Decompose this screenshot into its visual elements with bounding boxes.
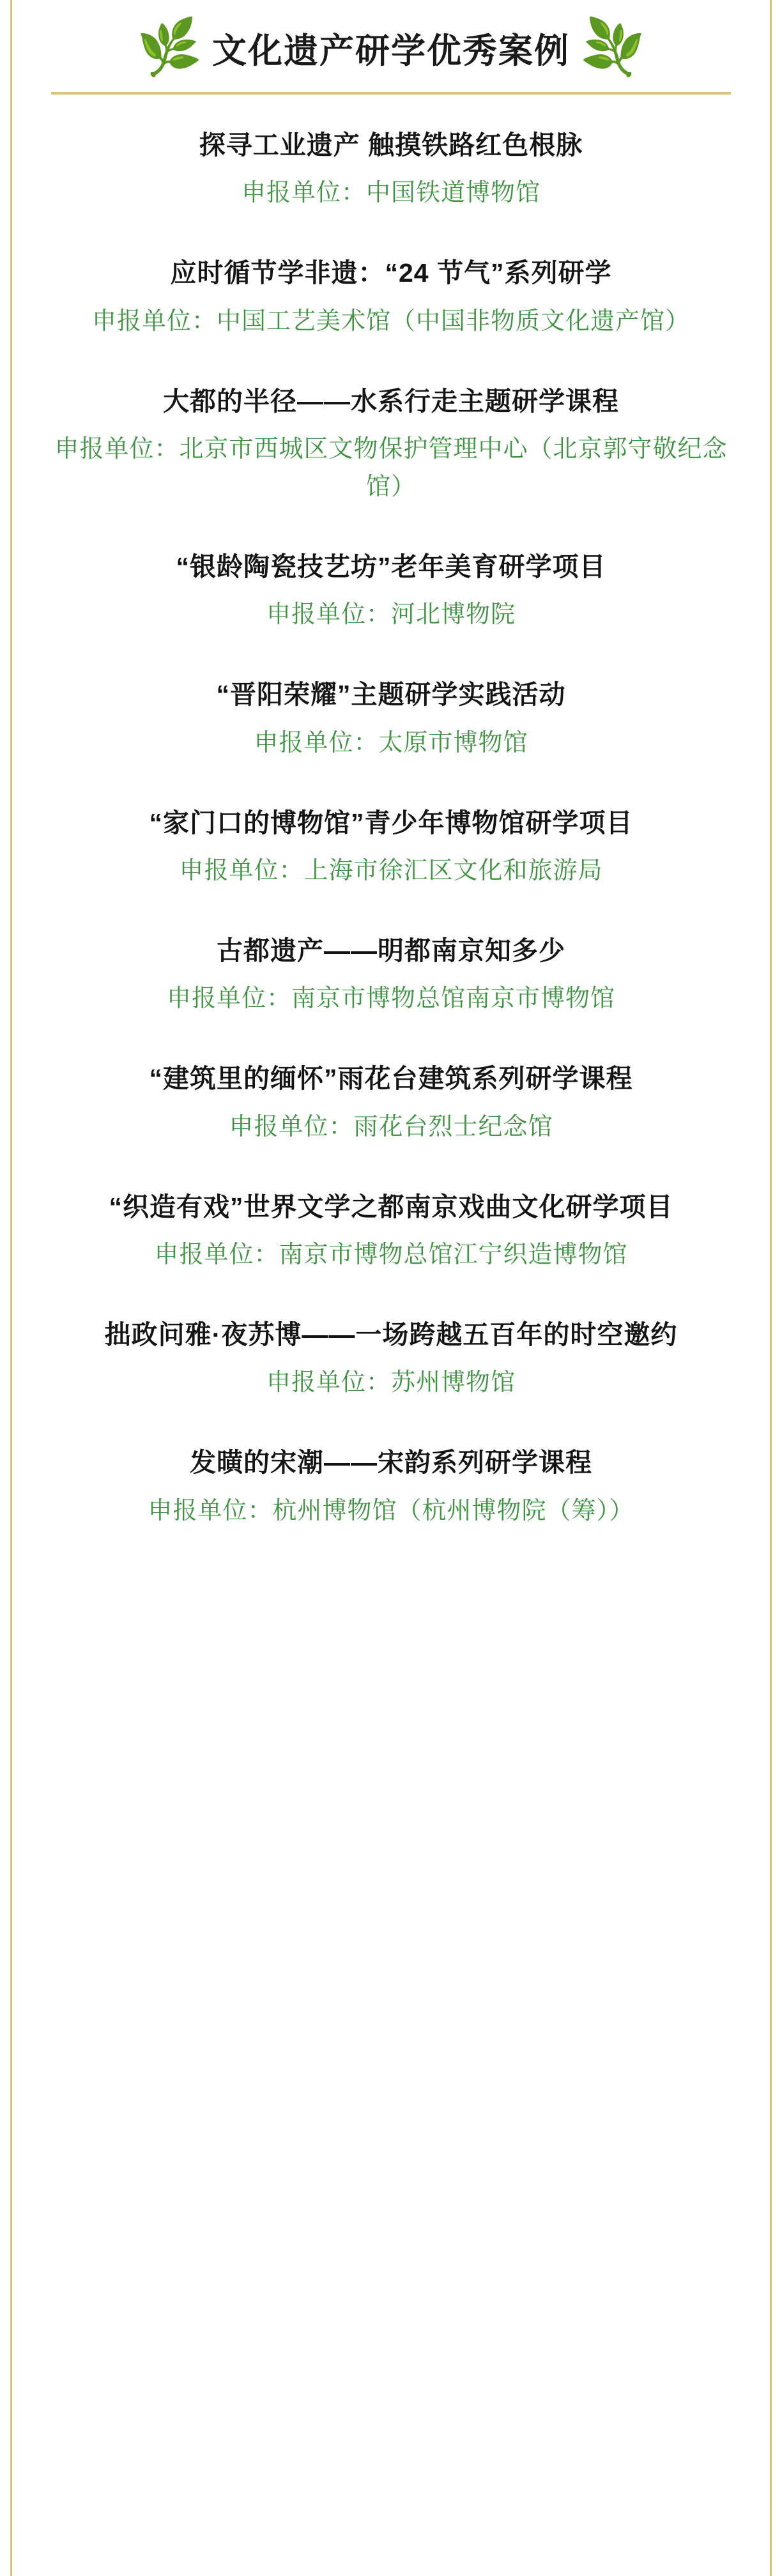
case-title: “银龄陶瓷技艺坊”老年美育研学项目	[176, 551, 606, 581]
case-unit: 申报单位：中国铁道博物馆	[241, 180, 540, 207]
list-item	[38, 676, 744, 762]
list-item	[38, 1060, 744, 1146]
case-unit: 申报单位：杭州博物馆（杭州博物院（筹））	[148, 1497, 634, 1524]
case-title: 拙政问雅·夜苏博——一场跨越五百年的时空邀约	[104, 1319, 678, 1349]
list-item	[38, 548, 744, 634]
case-title: 应时循节学非遗：“24 节气”系列研学	[170, 258, 612, 288]
list-item	[38, 126, 744, 212]
list-item	[38, 932, 744, 1018]
case-title: “晋阳荣耀”主题研学实践活动	[216, 680, 566, 710]
case-title: “织造有戏”世界文学之都南京戏曲文化研学项目	[109, 1192, 673, 1222]
case-title: “家门口的博物馆”青少年博物馆研学项目	[149, 808, 633, 838]
list-item	[38, 1188, 744, 1274]
case-title: 发曂的宋潮——宋韵系列研学课程	[190, 1448, 592, 1478]
list-item	[38, 1316, 744, 1402]
page-header	[38, 0, 744, 92]
page-title: 文化遗产研学优秀案例	[212, 31, 570, 70]
case-unit: 申报单位：南京市博物总馆南京市博物馆	[166, 985, 615, 1013]
list-item	[38, 804, 744, 890]
laurel-branch-left-icon: 🌿	[135, 15, 204, 81]
case-title: “建筑里的缅怀”雨花台建筑系列研学课程	[149, 1064, 633, 1094]
list-item	[38, 254, 744, 340]
case-title: 大都的半径——水系行走主题研学课程	[163, 386, 619, 416]
case-unit: 申报单位：苏州博物馆	[266, 1369, 516, 1397]
case-unit: 申报单位：中国工艺美术馆（中国非物质文化遗产馆）	[91, 307, 690, 335]
case-unit: 申报单位：雨花台烈士纪念馆	[229, 1113, 553, 1140]
case-unit: 申报单位：河北博物院	[266, 601, 516, 629]
case-list	[38, 101, 744, 1611]
case-unit: 申报单位：上海市徐汇区文化和旅游局	[179, 857, 603, 884]
case-unit: 申报单位：太原市博物馆	[254, 729, 528, 756]
case-title: 古都遗产——明都南京知多少	[217, 935, 565, 965]
case-unit: 申报单位：南京市博物总馆江宁织造博物馆	[154, 1241, 628, 1268]
case-title: 探寻工业遗产 触摸铁路红色根脉	[199, 130, 583, 160]
laurel-branch-right-icon: 🌿	[578, 15, 647, 81]
case-unit: 申报单位：北京市西城区文物保护管理中心（北京郭守敬纪念馆）	[54, 436, 728, 500]
header-divider	[51, 92, 731, 95]
list-item	[38, 383, 744, 506]
list-item	[38, 1444, 744, 1529]
